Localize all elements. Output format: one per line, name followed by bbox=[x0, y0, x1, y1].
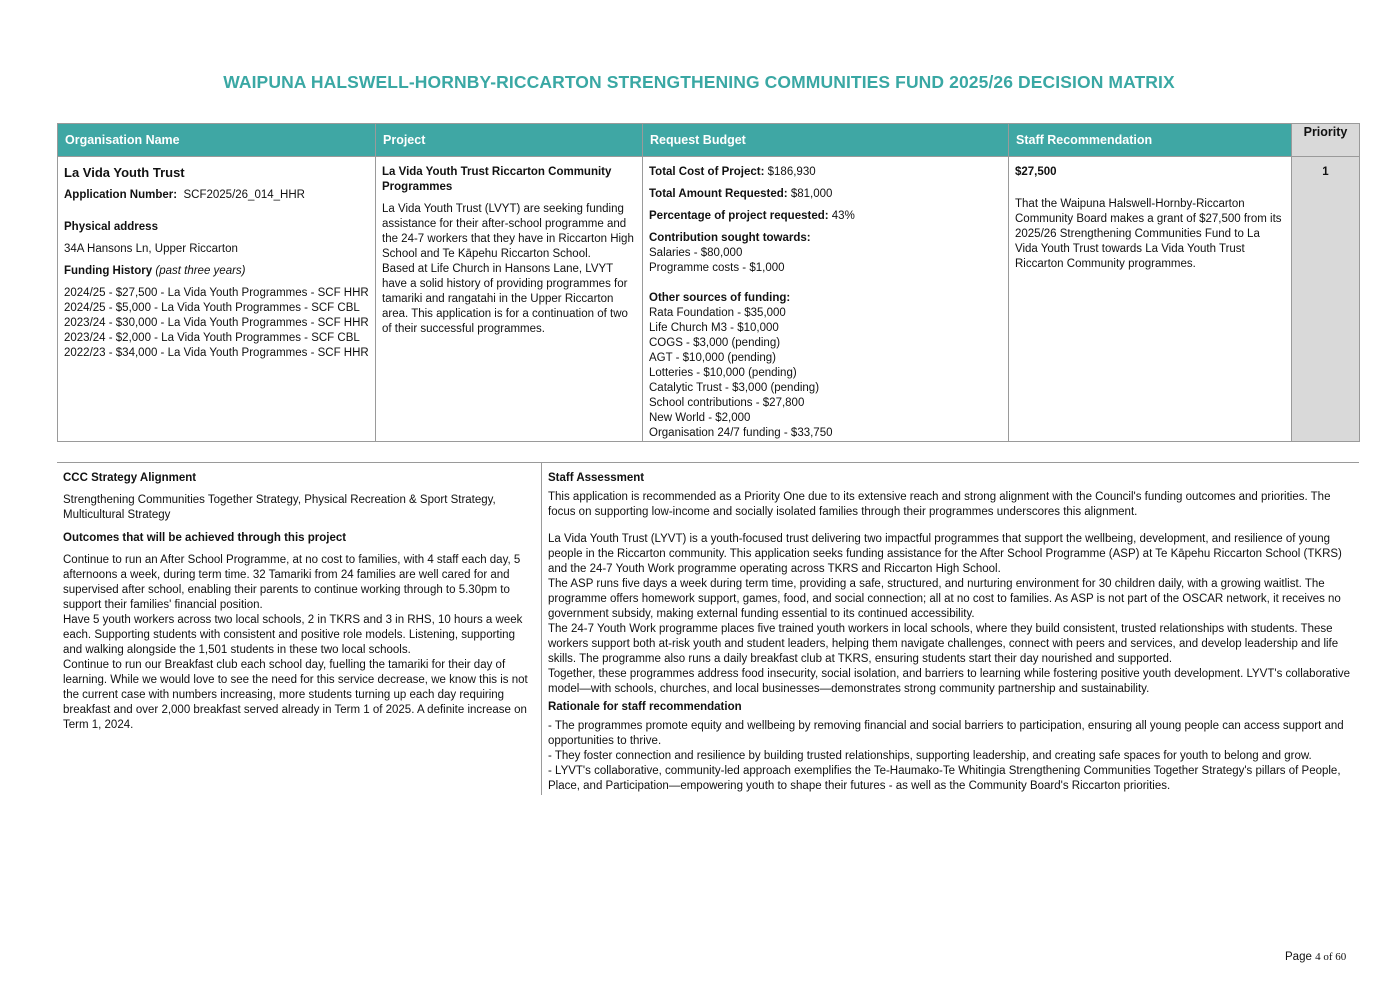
list-item: Salaries - $80,000 bbox=[649, 247, 743, 259]
outcomes-heading: Outcomes that will be achieved through this project bbox=[63, 532, 347, 544]
percentage-label: Percentage of project requested: bbox=[649, 210, 829, 222]
assessment-section bbox=[57, 462, 1359, 795]
budget-cell bbox=[643, 157, 1009, 442]
assessment-paragraph: La Vida Youth Trust (LYVT) is a youth-focused trust delivering two impactful programmes that support the wellbeing, development, and resilience of young people in the Riccarton community. This application seeks funding assistance for the After School Programme (ASP) at Te Kāpehu Riccarton School (TKRS) and the 24-7 Youth Work programme operating across TKRS and Riccarton High School. bbox=[548, 533, 1342, 575]
recommendation-amount: $27,500 bbox=[1015, 166, 1057, 178]
recommendation-cell bbox=[1009, 157, 1292, 442]
percentage-requested bbox=[649, 209, 1002, 224]
total-cost bbox=[649, 165, 1002, 180]
staff-assessment-heading: Staff Assessment bbox=[548, 472, 645, 484]
address-value: 34A Hansons Ln, Upper Riccarton bbox=[64, 243, 238, 255]
percentage-value: 43% bbox=[831, 210, 855, 222]
list-item: Lotteries - $10,000 (pending) bbox=[649, 367, 797, 379]
list-item: Organisation 24/7 funding - $33,750 bbox=[649, 427, 833, 439]
list-item: Programme costs - $1,000 bbox=[649, 262, 785, 274]
total-cost-value: $186,930 bbox=[767, 166, 816, 178]
priority-value: 1 bbox=[1292, 157, 1360, 442]
rationale-item: - They foster connection and resilience by building trusted relationships, supporting leadership, and creating safe spaces for youth to belong and grow. bbox=[548, 750, 1312, 762]
funding-history-list bbox=[64, 286, 369, 361]
project-description-1: La Vida Youth Trust (LVYT) are seeking funding assistance for their after-school programme and the 24-7 workers that they have in Riccarton High School and Te Kāpehu Riccarton School. bbox=[382, 203, 634, 260]
list-item: Life Church M3 - $10,000 bbox=[649, 322, 779, 334]
header-priority: Priority bbox=[1292, 124, 1360, 157]
project-description-2: Based at Life Church in Hansons Lane, LVYT have a solid history of providing programmes for tamariki and rangatahi in the Upper Riccarton area. This application is for a continuation of two of their successful programmes. bbox=[382, 263, 628, 335]
strategy-column bbox=[63, 471, 531, 733]
outcome-paragraph: Have 5 youth workers across two local schools, 2 in TKRS and 3 in RHS, 10 hours a week each. Supporting students with consistent and positive role models. Listening, supporting and walking alongside the 1,501 students in these two local schools. bbox=[63, 614, 523, 656]
list-item: 2022/23 - $34,000 - La Vida Youth Programmes - SCF HHR bbox=[64, 347, 369, 359]
header-budget: Request Budget bbox=[643, 124, 1009, 157]
list-item: New World - $2,000 bbox=[649, 412, 751, 424]
page-title: WAIPUNA HALSWELL-HORNBY-RICCARTON STRENGTHENING COMMUNITIES FUND 2025/26 DECISION MATRIX bbox=[223, 72, 1175, 92]
assessment-intro: This application is recommended as a Priority One due to its extensive reach and strong alignment with the Council's funding outcomes and priorities. The focus on supporting low-income and socially isolated families through their programmes underscores this alignment. bbox=[548, 491, 1331, 518]
header-organisation: Organisation Name bbox=[58, 124, 376, 157]
assessment-paragraph: Together, these programmes address food insecurity, social isolation, and barriers to learning while fostering positive youth development. LYVT's collaborative model—with schools, churches, and local businesses—demonstrates strong community partnership and sustainability. bbox=[548, 668, 1351, 695]
assessment-paragraph: The 24-7 Youth Work programme places five trained youth workers in local schools, where they build consistent, trusted relationships with students. These workers support both at-risk youth and student leaders, helping them navigate challenges, connect with peers and services, and develop leadership and life skills. The programme also runs a daily breakfast club at TKRS, ensuring students start their day nourished and supported. bbox=[548, 623, 1339, 665]
header-project: Project bbox=[376, 124, 643, 157]
rationale-heading: Rationale for staff recommendation bbox=[548, 701, 742, 713]
list-item: Rata Foundation - $35,000 bbox=[649, 307, 786, 319]
list-item: AGT - $10,000 (pending) bbox=[649, 352, 777, 364]
recommendation-text: That the Waipuna Halswell-Hornby-Riccarton Community Board makes a grant of $27,500 from its 2025/26 Strengthening Communities Fund to La Vida Youth Trust towards La Vida Youth Trust Riccarton Community programmes. bbox=[1015, 198, 1282, 270]
page-label: Page bbox=[1285, 951, 1312, 963]
strategy-heading: CCC Strategy Alignment bbox=[63, 472, 197, 484]
assessment-paragraph: The ASP runs five days a week during term time, providing a safe, structured, and nurturing environment for 30 children daily, with a growing waitlist. The programme offers homework support, games, food, and social connection; all at no cost to families. As ASP is not part of the OSCAR network, it receives no government subsidy, making external funding essential to its continued accessibility. bbox=[548, 578, 1341, 620]
table-header-row bbox=[58, 124, 1360, 157]
application-number-label: Application Number: bbox=[64, 189, 178, 201]
organisation-cell bbox=[58, 157, 376, 442]
total-requested bbox=[649, 187, 1002, 202]
page-of: 4 of 60 bbox=[1315, 951, 1347, 963]
contribution-label: Contribution sought towards: bbox=[649, 232, 811, 244]
decision-matrix-table bbox=[57, 123, 1360, 442]
list-item: COGS - $3,000 (pending) bbox=[649, 337, 781, 349]
total-cost-label: Total Cost of Project: bbox=[649, 166, 765, 178]
funding-history-label: Funding History bbox=[64, 265, 153, 277]
list-item: Catalytic Trust - $3,000 (pending) bbox=[649, 382, 820, 394]
outcome-paragraph: Continue to run an After School Programme, at no cost to families, with 4 staff each day, 5 afternoons a week, during term time. 32 Tamariki from 24 families are well cared for and supervised after school, enabling their parents to continue working through to 5.30pm to support their families' financial position. bbox=[63, 554, 521, 611]
list-item: 2024/25 - $5,000 - La Vida Youth Programmes - SCF CBL bbox=[64, 302, 360, 314]
page-number bbox=[1285, 951, 1346, 963]
address-label: Physical address bbox=[64, 221, 158, 233]
strategy-text: Strengthening Communities Together Strategy, Physical Recreation & Sport Strategy, Multicultural Strategy bbox=[63, 494, 496, 521]
funding-history-note: (past three years) bbox=[155, 265, 246, 277]
list-item: 2024/25 - $27,500 - La Vida Youth Programmes - SCF HHR bbox=[64, 287, 369, 299]
header-recommendation: Staff Recommendation bbox=[1009, 124, 1292, 157]
list-item: 2023/24 - $30,000 - La Vida Youth Programmes - SCF HHR bbox=[64, 317, 369, 329]
other-sources-label: Other sources of funding: bbox=[649, 292, 791, 304]
column-divider bbox=[541, 463, 542, 795]
organisation-name: La Vida Youth Trust bbox=[64, 165, 185, 180]
total-requested-label: Total Amount Requested: bbox=[649, 188, 788, 200]
rationale-item: - The programmes promote equity and wellbeing by removing financial and social barriers to participation, ensuring all young people can access support and opportunities to thrive. bbox=[548, 720, 1344, 747]
list-item: 2023/24 - $2,000 - La Vida Youth Programmes - SCF CBL bbox=[64, 332, 360, 344]
application-number-value: SCF2025/26_014_HHR bbox=[183, 189, 305, 201]
outcome-paragraph: Continue to run our Breakfast club each school day, fuelling the tamariki for their day of learning. While we would love to see the need for this service decrease, we know this is not the current case with numbers increasing, more students turning up each day requiring breakfast and over 2,000 breakfast served already in Term 1 of 2025. A definite increase on Term 1, 2024. bbox=[63, 659, 528, 731]
table-row bbox=[58, 157, 1360, 442]
project-cell bbox=[376, 157, 643, 442]
list-item: School contributions - $27,800 bbox=[649, 397, 805, 409]
project-name: La Vida Youth Trust Riccarton Community Programmes bbox=[382, 166, 612, 193]
funding-history-heading bbox=[64, 264, 369, 279]
staff-assessment-column bbox=[548, 471, 1353, 794]
rationale-item: - LYVT's collaborative, community-led approach exemplifies the Te-Haumako-Te Whitingia Strengthening Communities Together Strategy's pillars of People, Place, and Participation—empowering youth to shape their futures - as well as the Community Board's Riccarton priorities. bbox=[548, 765, 1341, 792]
application-number bbox=[64, 188, 369, 203]
total-requested-value: $81,000 bbox=[790, 188, 833, 200]
